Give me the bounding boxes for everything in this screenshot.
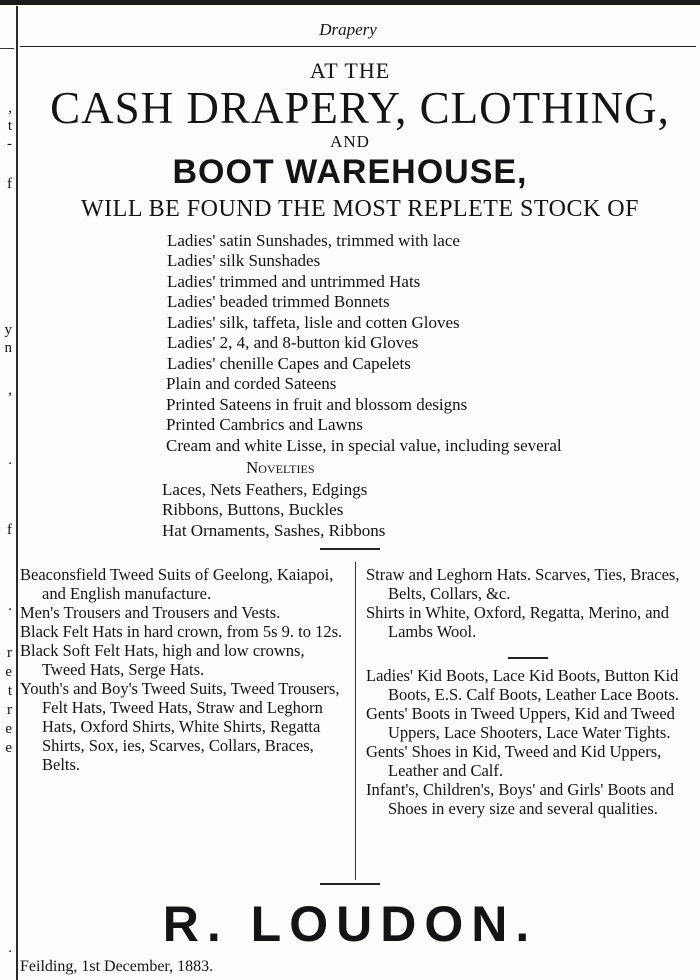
margin-fragment: r bbox=[7, 702, 12, 718]
accessories-item: Shirts in White, Oxford, Regatta, Merino, and Lambs Wool. bbox=[366, 603, 670, 641]
clothing-item: Black Felt Hats in hard crown, from 5s 9. to 12s. bbox=[20, 622, 343, 641]
stock-item: Printed Sateens in fruit and blossom designs bbox=[166, 395, 468, 414]
margin-fragment: y bbox=[4, 322, 12, 338]
margin-fragment: e bbox=[5, 664, 12, 680]
margin-fragment: e bbox=[5, 740, 12, 756]
margin-fragment: n bbox=[4, 340, 12, 356]
boots-list bbox=[366, 666, 700, 818]
conjunction: AND bbox=[330, 132, 370, 151]
margin-fragment: f bbox=[7, 176, 12, 192]
margin-fragment: r bbox=[7, 645, 12, 661]
boots-item: Infant's, Children's, Boys' and Girls' Boots and Shoes in every size and several qualities. bbox=[366, 780, 674, 818]
headline-boot-warehouse: BOOT WAREHOUSE, bbox=[172, 153, 528, 191]
column-divider-short bbox=[508, 657, 548, 659]
adjacent-column-rule bbox=[0, 48, 14, 49]
accessories-item: Straw and Leghorn Hats. Scarves, Ties, Braces, Belts, Collars, &c. bbox=[366, 565, 680, 603]
column-divider bbox=[355, 562, 356, 880]
clothing-list bbox=[20, 565, 346, 774]
stock-item: Ladies' trimmed and untrimmed Hats bbox=[167, 272, 421, 291]
stock-item: Ladies' satin Sunshades, trimmed with lace bbox=[167, 231, 460, 250]
margin-fragment: . bbox=[8, 452, 12, 468]
boots-item: Gents' Boots in Tweed Uppers, Kid and Tweed Uppers, Lace Shooters, Lace Water Tights. bbox=[366, 704, 675, 742]
section-rule bbox=[20, 46, 696, 47]
section-divider bbox=[320, 548, 380, 550]
margin-fragment: , bbox=[8, 100, 12, 116]
stock-item: Laces, Nets Feathers, Edgings bbox=[162, 480, 368, 499]
clothing-item: Men's Trousers and Trousers and Vests. bbox=[20, 603, 281, 622]
stock-item: Cream and white Lisse, in special value, including several bbox=[166, 436, 562, 455]
merchant-signature: R. LOUDON. bbox=[162, 896, 538, 952]
stock-item: Ladies' silk Sunshades bbox=[167, 251, 321, 270]
margin-fragment: t bbox=[7, 118, 12, 134]
accessories-list bbox=[366, 565, 700, 641]
stock-item: Ladies' silk, taffeta, lisle and cotten Gloves bbox=[167, 313, 460, 332]
margin-fragment: , bbox=[8, 382, 12, 398]
margin-fragment: f bbox=[7, 522, 12, 538]
stock-item: Printed Cambrics and Lawns bbox=[166, 415, 363, 434]
margin-fragment: e bbox=[5, 721, 12, 737]
dateline: Feilding, 1st December, 1883. bbox=[20, 958, 214, 975]
section-header: Drapery bbox=[319, 20, 377, 39]
margin-fragment: . bbox=[8, 940, 12, 956]
boots-item: Ladies' Kid Boots, Lace Kid Boots, Button Kid Boots, E.S. Calf Boots, Leather Lace Boots. bbox=[366, 666, 679, 704]
clothing-item: Youth's and Boy's Tweed Suits, Tweed Trousers, Felt Hats, Tweed Hats, Straw and Leghorn Hats, Oxford Shirts, White Shirts, Regatta Shirts, Sox, ies, Scarves, Collars, Braces, Belts. bbox=[20, 679, 340, 774]
margin-fragment: t bbox=[7, 683, 12, 699]
stock-item: Hat Ornaments, Sashes, Ribbons bbox=[162, 521, 386, 540]
headline-cash-drapery: CASH DRAPERY, CLOTHING, bbox=[50, 83, 670, 133]
top-border bbox=[0, 0, 700, 5]
clothing-item: Black Soft Felt Hats, high and low crowns, Tweed Hats, Serge Hats. bbox=[20, 641, 305, 679]
stock-item: Novelties bbox=[246, 458, 315, 477]
stock-item: Ladies' beaded trimmed Bonnets bbox=[167, 292, 390, 311]
boots-item: Gents' Shoes in Kid, Tweed and Kid Uppers, Leather and Calf. bbox=[366, 742, 662, 780]
margin-fragment: - bbox=[7, 136, 12, 152]
headline-replete-stock: WILL BE FOUND THE MOST REPLETE STOCK OF bbox=[81, 196, 639, 222]
margin-fragment: . bbox=[8, 598, 12, 614]
intro-line: AT THE bbox=[309, 58, 391, 83]
clothing-item: Beaconsfield Tweed Suits of Geelong, Kaiapoi, and English manufacture. bbox=[20, 565, 334, 603]
stock-item: Plain and corded Sateens bbox=[166, 374, 337, 393]
stock-item: Ribbons, Buttons, Buckles bbox=[162, 500, 344, 519]
stock-item: Ladies' chenille Capes and Capelets bbox=[167, 354, 411, 373]
section-divider bbox=[320, 883, 380, 885]
stock-item: Ladies' 2, 4, and 8-button kid Gloves bbox=[167, 333, 419, 352]
